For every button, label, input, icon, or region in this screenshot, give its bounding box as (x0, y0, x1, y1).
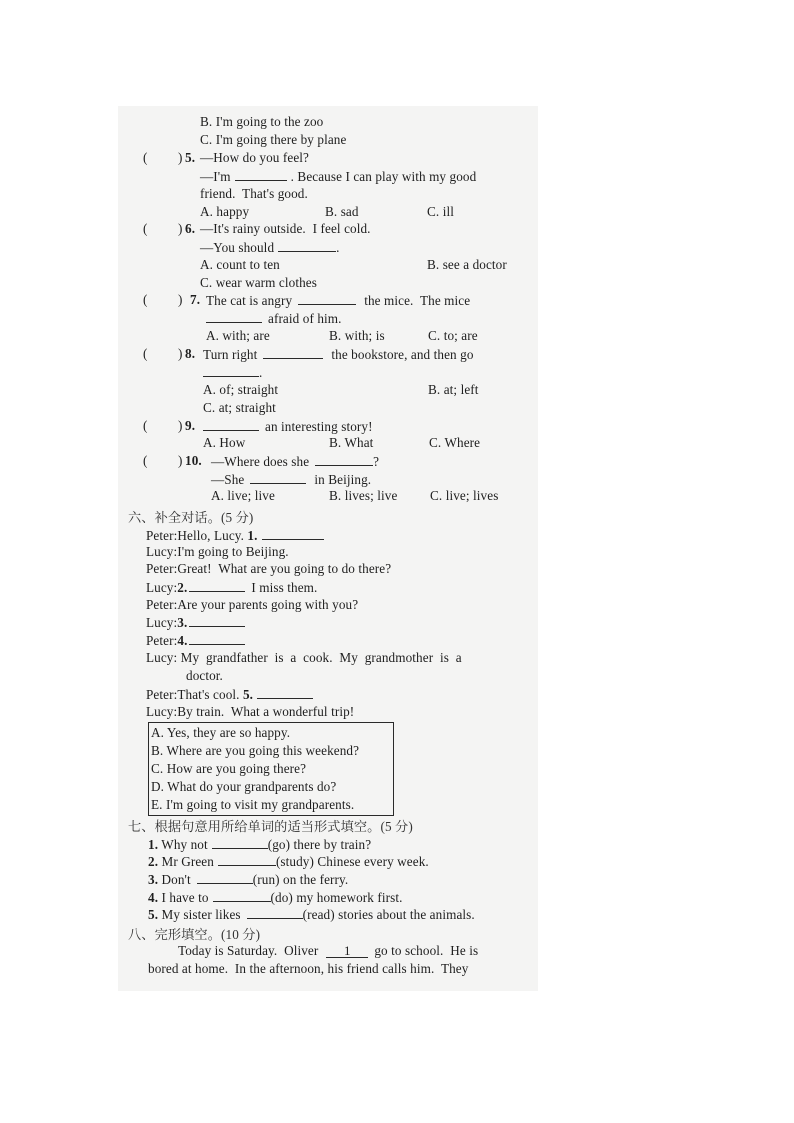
q7-question-line1 (206, 292, 470, 309)
q5-answer-pre: —I'm (200, 169, 231, 184)
dialog-line-1 (146, 527, 324, 544)
cloze-text: go to school. He is (374, 943, 479, 958)
q4-option-c: C. I'm going there by plane (200, 132, 347, 147)
section7-heading (128, 819, 413, 835)
fill-item-post: (do) my homework first. (270, 890, 403, 905)
q7-option-b: B. with; is (329, 328, 385, 343)
fill-item-post: (study) Chinese every week. (275, 854, 429, 869)
q8-blank-1[interactable] (263, 346, 323, 359)
fill-item-pre: I have to (161, 890, 209, 905)
dialog-speaker: Peter: (146, 528, 178, 543)
fill-item-pre: My sister likes (161, 907, 241, 922)
dialog-line-9 (146, 686, 313, 703)
dialog-line-8-cont: doctor. (186, 668, 223, 683)
fill-item-blank[interactable] (247, 906, 303, 919)
q6-answer-post: . (336, 240, 340, 255)
q6-option-c: C. wear warm clothes (200, 275, 317, 290)
q9-number: 9. (185, 418, 196, 433)
q10-number: 10. (185, 453, 202, 468)
q9-paren-open: ( (143, 418, 148, 433)
fill-item-number: 4. (148, 890, 159, 905)
q9-question-post: an interesting story! (265, 419, 373, 434)
q8-option-a: A. of; straight (203, 382, 279, 397)
q9-paren-close: ) (178, 418, 183, 433)
q5-answer-line1 (200, 168, 476, 185)
dialog-blank-number-3: 3. (177, 615, 188, 630)
dialog-option-e: E. I'm going to visit my grandparents. (151, 797, 355, 812)
q5-option-b: B. sad (325, 204, 359, 219)
q6-option-a: A. count to ten (200, 257, 280, 272)
q10-paren-open: ( (143, 453, 148, 468)
q7-blank-1[interactable] (298, 292, 356, 305)
cloze-paragraph-line-1 (178, 943, 478, 959)
q10-question-post: ? (373, 454, 380, 469)
fill-item-number: 2. (148, 854, 159, 869)
section6-score: (5 分) (221, 510, 254, 525)
q4-option-b: B. I'm going to the zoo (200, 114, 324, 129)
section7-score: (5 分) (380, 819, 413, 834)
dialog-blank-2[interactable] (189, 579, 245, 592)
q10-answer-pre: —She (211, 472, 245, 487)
dialog-text: That's cool. (177, 687, 240, 702)
fill-item-2 (148, 853, 429, 870)
q10-answer (211, 471, 371, 488)
fill-item-post: (go) there by train? (267, 837, 372, 852)
fill-item-number: 1. (148, 837, 159, 852)
q5-option-a: A. happy (200, 204, 250, 219)
dialog-blank-number-4: 4. (177, 633, 188, 648)
q10-blank-1[interactable] (315, 453, 373, 466)
q7-question2-post: afraid of him. (268, 311, 342, 326)
q6-answer-pre: —You should (200, 240, 275, 255)
dialog-speaker: Peter: (146, 687, 178, 702)
q7-blank-2[interactable] (206, 310, 262, 323)
fill-item-post: (read) stories about the animals. (302, 907, 475, 922)
dialog-blank-4[interactable] (189, 632, 245, 645)
q7-question-line2 (206, 310, 342, 327)
dialog-blank-number-1: 1. (247, 528, 258, 543)
dialog-text: I miss them. (251, 580, 318, 595)
dialog-blank-5[interactable] (257, 686, 313, 699)
section8-heading (128, 927, 260, 943)
dialog-text: Hello, Lucy. (177, 528, 245, 543)
fill-item-blank[interactable] (218, 853, 276, 866)
q6-paren-close: ) (178, 221, 183, 236)
fill-item-3 (148, 871, 348, 888)
cloze-text: Today is Saturday. Oliver (178, 943, 319, 958)
q8-question-line2 (203, 364, 262, 381)
q10-answer-post: in Beijing. (314, 472, 372, 487)
dialog-blank-number-5: 5. (242, 687, 254, 702)
fill-item-blank[interactable] (197, 871, 253, 884)
dialog-line-5: Peter:Are your parents going with you? (146, 597, 359, 612)
fill-item-post: (run) on the ferry. (252, 872, 349, 887)
q8-option-b: B. at; left (428, 382, 479, 397)
q5-number: 5. (185, 150, 196, 165)
fill-item-pre: Why not (161, 837, 208, 852)
q8-question-line1 (203, 346, 474, 363)
q6-answer (200, 239, 340, 256)
section6-heading (128, 510, 253, 526)
q6-paren-open: ( (143, 221, 148, 236)
q8-blank-2[interactable] (203, 364, 259, 377)
fill-item-4 (148, 889, 403, 906)
dialog-speaker: Lucy: (146, 615, 178, 630)
fill-item-pre: Mr Green (161, 854, 214, 869)
q5-paren-open: ( (143, 150, 148, 165)
q5-answer-line2: friend. That's good. (200, 186, 308, 201)
q5-answer-post: . Because I can play with my good (290, 169, 477, 184)
q10-question (211, 453, 379, 470)
q6-number: 6. (185, 221, 196, 236)
q7-question-pre: The cat is angry (206, 293, 293, 308)
dialog-option-c: C. How are you going there? (151, 761, 307, 776)
dialog-line-7 (146, 632, 245, 649)
cloze-blank-1[interactable]: 1 (326, 945, 368, 958)
section7-title: 七、根据句意用所给单词的适当形式填空。 (128, 819, 381, 834)
q10-option-c: C. live; lives (430, 488, 499, 503)
q10-option-b: B. lives; live (329, 488, 398, 503)
dialog-blank-number-2: 2. (177, 580, 188, 595)
q8-question-post: the bookstore, and then go (331, 347, 474, 362)
q10-question-pre: —Where does she (211, 454, 310, 469)
dialog-line-8: Lucy: My grandfather is a cook. My grandmother is a (146, 650, 462, 665)
q7-option-c: C. to; are (428, 328, 478, 343)
dialog-line-4 (146, 579, 317, 596)
q5-blank[interactable] (235, 168, 287, 181)
q10-blank-2[interactable] (250, 471, 306, 484)
section8-score: (10 分) (221, 927, 261, 942)
q8-question2-post: . (259, 365, 263, 380)
q8-option-c: C. at; straight (203, 400, 276, 415)
dialog-option-a: A. Yes, they are so happy. (151, 725, 291, 740)
q7-paren-open: ( (143, 292, 148, 307)
q10-option-a: A. live; live (211, 488, 275, 503)
dialog-option-d: D. What do your grandparents do? (151, 779, 337, 794)
dialog-blank-1[interactable] (262, 527, 324, 540)
fill-item-pre: Don't (161, 872, 191, 887)
dialog-speaker: Lucy: (146, 580, 178, 595)
dialog-blank-3[interactable] (189, 614, 245, 627)
dialog-line-10: Lucy:By train. What a wonderful trip! (146, 704, 355, 719)
q8-paren-close: ) (178, 346, 183, 361)
q7-number: 7. (190, 292, 201, 307)
fill-item-number: 3. (148, 872, 159, 887)
dialog-line-3: Peter:Great! What are you going to do there? (146, 561, 392, 576)
dialog-speaker: Peter: (146, 633, 178, 648)
q5-question: —How do you feel? (200, 150, 310, 165)
fill-item-number: 5. (148, 907, 159, 922)
q7-option-a: A. with; are (206, 328, 270, 343)
q9-question (203, 418, 373, 435)
q7-question-post: the mice. The mice (364, 293, 471, 308)
q5-paren-close: ) (178, 150, 183, 165)
q6-question: —It's rainy outside. I feel cold. (200, 221, 371, 236)
section6-title: 六、补全对话。 (128, 510, 222, 525)
q8-paren-open: ( (143, 346, 148, 361)
q9-option-c: C. Where (429, 435, 481, 450)
cloze-paragraph-line-2: bored at home. In the afternoon, his friend calls him. They (148, 961, 469, 976)
dialog-option-b: B. Where are you going this weekend? (151, 743, 360, 758)
q9-blank[interactable] (203, 418, 259, 431)
q9-option-a: A. How (203, 435, 246, 450)
q8-question-pre: Turn right (203, 347, 258, 362)
q9-option-b: B. What (329, 435, 374, 450)
dialog-line-6 (146, 614, 245, 631)
q5-option-c: C. ill (427, 204, 454, 219)
q7-paren-close: ) (178, 292, 183, 307)
fill-item-blank[interactable] (213, 889, 271, 902)
fill-item-5 (148, 906, 475, 923)
section8-title: 八、完形填空。 (128, 927, 222, 942)
q6-blank[interactable] (278, 239, 336, 252)
fill-item-1 (148, 836, 371, 853)
fill-item-blank[interactable] (212, 836, 268, 849)
q10-paren-close: ) (178, 453, 183, 468)
q8-number: 8. (185, 346, 196, 361)
q6-option-b: B. see a doctor (427, 257, 507, 272)
dialog-line-2: Lucy:I'm going to Beijing. (146, 544, 289, 559)
